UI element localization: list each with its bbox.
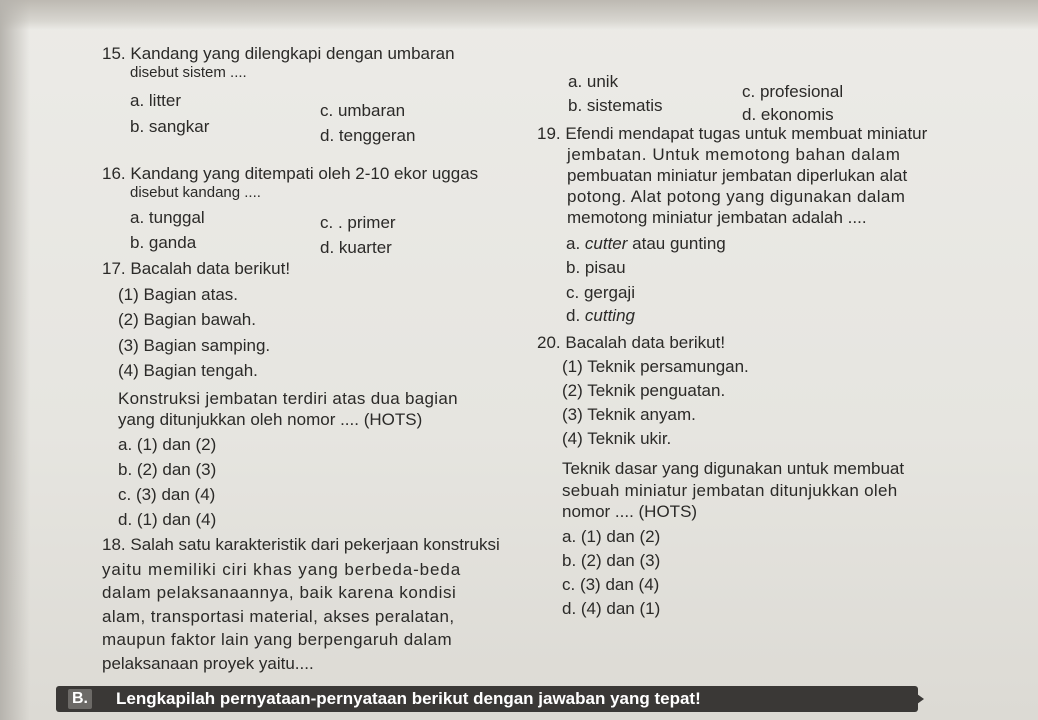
q17-option-a: a. (1) dan (2) <box>118 435 217 454</box>
q20-item-3: (3) Teknik anyam. <box>562 405 696 424</box>
q18-line1: 18. Salah satu karakteristik dari pekerjaan konstruksi <box>102 535 500 554</box>
q17-option-b: b. (2) dan (3) <box>118 460 217 479</box>
q18-option-b: b. sistematis <box>568 96 663 115</box>
q15-option-c: c. umbaran <box>320 101 406 120</box>
q18-line4: alam, transportasi material, akses peralatan, <box>102 607 455 626</box>
section-b-title: Lengkapilah pernyataan-pernyataan berikut dengan jawaban yang tepat! <box>116 689 701 708</box>
q18-line3: dalam pelaksanaannya, baik karena kondisi <box>102 583 457 602</box>
q15-option-b: b. sangkar <box>130 117 210 136</box>
q18-line2: yaitu memiliki ciri khas yang berbeda-beda <box>102 560 462 579</box>
q19-option-d-prefix: d. <box>566 306 585 325</box>
q17-stem-1: Konstruksi jembatan terdiri atas dua bagian <box>118 389 458 408</box>
q17-item-2: (2) Bagian bawah. <box>118 310 256 329</box>
q15-line1: 15. Kandang yang dilengkapi dengan umbaran <box>102 44 455 63</box>
q20-line1: 20. Bacalah data berikut! <box>537 333 726 352</box>
q20-item-4: (4) Teknik ukir. <box>562 429 672 448</box>
q19-option-d-italic: cutting <box>584 306 635 325</box>
q20-option-d: d. (4) dan (1) <box>562 599 661 618</box>
q19-option-b: b. pisau <box>566 258 626 277</box>
q20-item-2: (2) Teknik penguatan. <box>562 381 726 400</box>
q17-item-4: (4) Bagian tengah. <box>118 361 258 380</box>
q19-option-d <box>566 306 635 326</box>
q16-line2: disebut kandang .... <box>130 184 261 201</box>
q18-option-d: d. ekonomis <box>742 105 834 124</box>
q19-line5: memotong miniatur jembatan adalah .... <box>567 208 867 227</box>
q15-line2: disebut sistem .... <box>130 64 247 81</box>
q19-option-c: c. gergaji <box>566 283 635 302</box>
q20-option-b: b. (2) dan (3) <box>562 551 661 570</box>
q17-item-3: (3) Bagian samping. <box>118 336 271 355</box>
q19-line4: potong. Alat potong yang digunakan dalam <box>567 187 906 206</box>
q17-item-1: (1) Bagian atas. <box>118 285 239 304</box>
q17-stem-2: yang ditunjukkan oleh nomor .... (HOTS) <box>118 410 423 429</box>
q18-option-a: a. unik <box>568 72 619 91</box>
q19-option-a-italic: cutter <box>584 234 628 253</box>
q20-option-a: a. (1) dan (2) <box>562 527 661 546</box>
q18-option-c: c. profesional <box>742 82 844 101</box>
q19-line3: pembuatan miniatur jembatan diperlukan alat <box>567 166 908 185</box>
page-left-shadow <box>0 0 30 720</box>
q15-option-a: a. litter <box>130 91 182 110</box>
section-b-label: B. <box>68 689 92 709</box>
q17-option-d: d. (1) dan (4) <box>118 510 217 529</box>
q15-option-d: d. tenggeran <box>320 126 416 145</box>
q16-option-d: d. kuarter <box>320 238 392 257</box>
q20-stem-2: sebuah miniatur jembatan ditunjukkan oleh <box>562 481 898 500</box>
q19-line1: 19. Efendi mendapat tugas untuk membuat miniatur <box>537 124 928 143</box>
q16-option-b: b. ganda <box>130 233 197 252</box>
page-top-shadow <box>0 0 1038 30</box>
q17-line1: 17. Bacalah data berikut! <box>102 259 291 278</box>
q19-line2: jembatan. Untuk memotong bahan dalam <box>567 145 901 164</box>
q19-option-a <box>566 234 726 254</box>
q16-option-c: c. . primer <box>320 213 396 232</box>
q20-item-1: (1) Teknik persamungan. <box>562 357 749 376</box>
q17-option-c: c. (3) dan (4) <box>118 485 216 504</box>
q18-line5: maupun faktor lain yang berpengaruh dalam <box>102 630 453 649</box>
q20-stem-1: Teknik dasar yang digunakan untuk membuat <box>562 459 905 478</box>
q19-option-a-suffix: atau gunting <box>627 234 726 253</box>
q16-line1: 16. Kandang yang ditempati oleh 2-10 ekor uggas <box>102 164 479 183</box>
section-b-banner-arrow <box>906 686 924 712</box>
q18-line6: pelaksanaan proyek yaitu.... <box>102 654 314 673</box>
q20-option-c: c. (3) dan (4) <box>562 575 660 594</box>
q20-stem-3: nomor .... (HOTS) <box>562 502 698 521</box>
q16-option-a: a. tunggal <box>130 208 205 227</box>
q19-option-a-prefix: a. <box>566 234 585 253</box>
